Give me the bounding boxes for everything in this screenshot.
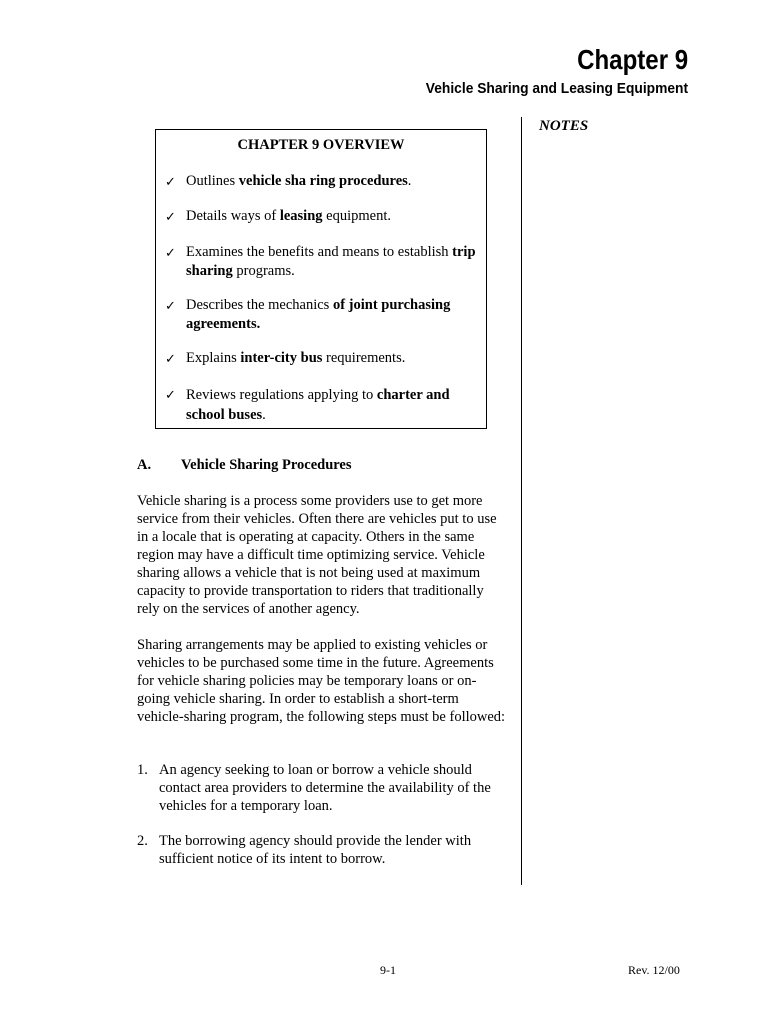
chapter-heading: Chapter 9	[576, 44, 688, 75]
notes-label: NOTES	[539, 118, 589, 134]
step-item	[137, 761, 507, 815]
chapter-overview-box	[155, 129, 487, 429]
overview-item: ✓ Explains inter-city bus requirements.	[165, 350, 406, 366]
section-title: Vehicle Sharing Procedures	[181, 457, 352, 473]
overview-item: ✓ Examines the benefits and means to establish trip sharing programs.	[165, 244, 476, 279]
checkmark-icon: ✓	[165, 209, 176, 224]
checkmark-icon: ✓	[165, 387, 176, 402]
checkmark-icon: ✓	[165, 245, 176, 260]
checkmark-icon: ✓	[165, 298, 176, 313]
section-heading	[137, 457, 352, 474]
page-number: 9-1	[380, 963, 396, 977]
paragraph-sharing-arrangements: Sharing arrangements may be applied to existing vehicles or vehicles to be purchased some time in the future. Agreements for vehicle sharing policies may be temporary loans or on-going vehicle sharing. In order to establish a short-term vehicle-sharing program, the following steps must be followed:	[137, 637, 506, 725]
overview-item: ✓ Describes the mechanics of joint purchasing agreements.	[165, 297, 451, 332]
notes-column-divider	[521, 117, 522, 885]
step-item	[137, 832, 507, 868]
chapter-subtitle: Vehicle Sharing and Leasing Equipment	[425, 80, 688, 97]
step-number: 1.	[137, 762, 148, 778]
overview-item: ✓ Details ways of leasing equipment.	[165, 208, 391, 224]
overview-title: CHAPTER 9 OVERVIEW	[237, 137, 405, 153]
checkmark-icon: ✓	[165, 174, 176, 189]
step-text: The borrowing agency should provide the lender with sufficient notice of its intent to borrow.	[159, 833, 472, 867]
step-number: 2.	[137, 833, 148, 849]
revision-date: Rev. 12/00	[628, 963, 680, 977]
checkmark-icon: ✓	[165, 351, 176, 366]
step-text: An agency seeking to loan or borrow a vehicle should contact area providers to determine the availability of the vehicles for a temporary loan.	[159, 762, 491, 814]
paragraph-vehicle-sharing-intro: Vehicle sharing is a process some providers use to get more service from their vehicles. Often there are vehicles put to use in a locale that is operating at capacity. Others in the same region may have a difficult time optimizing service. Vehicle sharing allows a vehicle that is not being used at maximum capacity to provide transportation to riders that traditionally rely on the services of another agency.	[137, 493, 497, 617]
section-letter: A.	[137, 457, 152, 473]
overview-item: ✓ Outlines vehicle sha ring procedures.	[165, 173, 412, 189]
overview-item: ✓ Reviews regulations applying to charter and school buses.	[165, 387, 450, 423]
